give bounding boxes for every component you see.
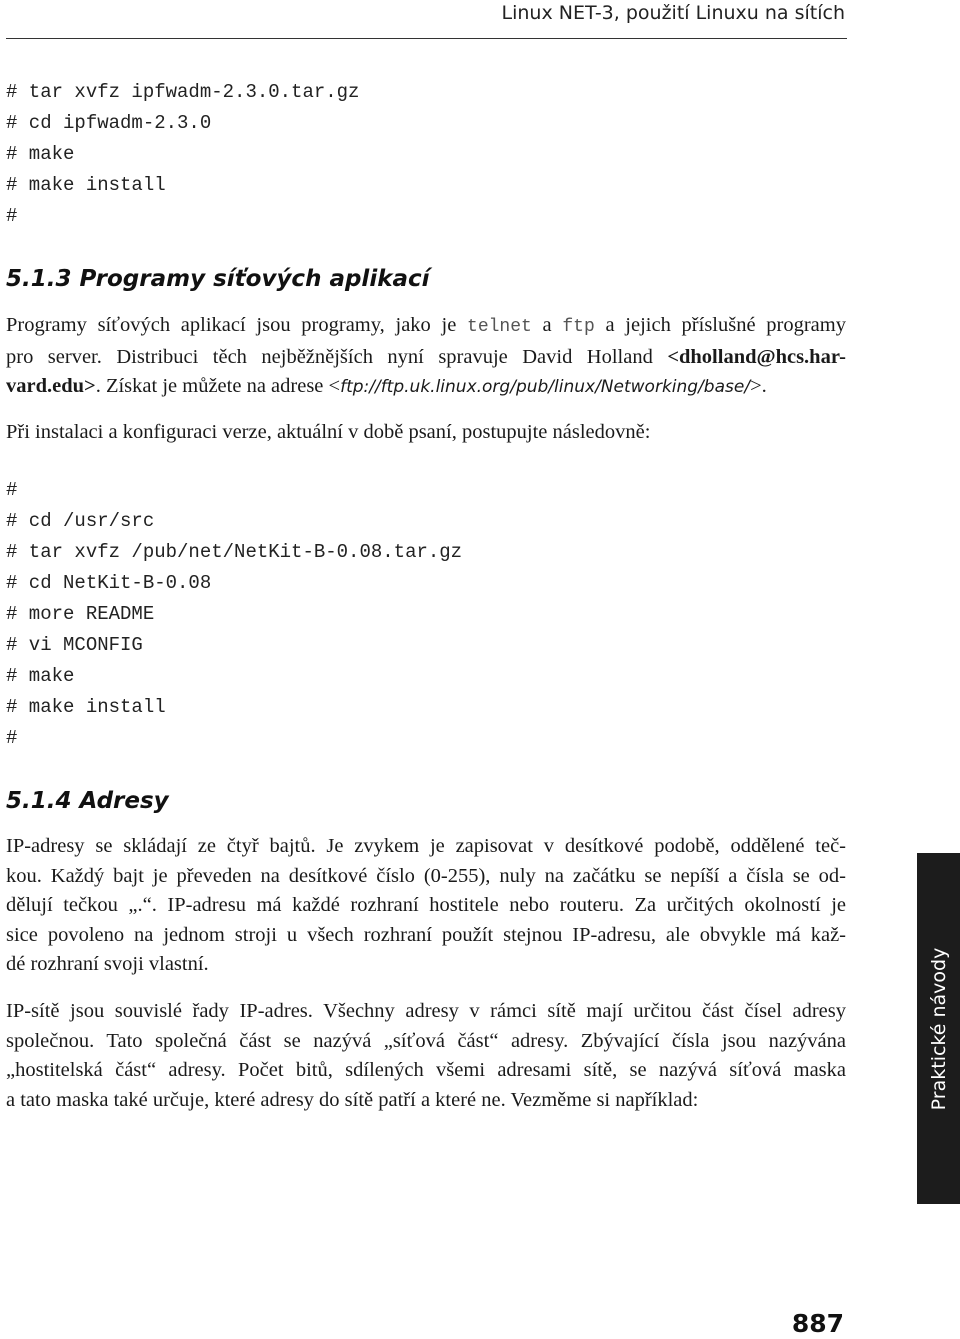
code-line: # make [6, 143, 75, 165]
code-line: # cd /usr/src [6, 510, 155, 532]
email-link[interactable]: <dholland@hcs.har- [667, 345, 846, 368]
section-heading-addresses: 5.1.4 Adresy [6, 788, 169, 814]
running-title: Linux NET-3, použití Linuxu na sítích [501, 2, 845, 24]
code-line: # cd NetKit-B-0.08 [6, 572, 212, 594]
code-line: # vi MCONFIG [6, 634, 143, 656]
code-line: # make install [6, 174, 166, 196]
ftp-url-link[interactable]: ftp://ftp.uk.linux.org/pub/linux/Networking/base/ [340, 377, 751, 397]
text-line: pro server. Distribuci těch nejběžnějších nyní spravuje David Holland <dholland@hcs.har- [6, 345, 846, 368]
code-line: # tar xvfz ipfwadm-2.3.0.tar.gz [6, 81, 360, 103]
command-telnet: telnet [467, 317, 532, 337]
text-line: IP-sítě jsou souvislé řady IP-adres. Všechny adresy v rámci sítě mají určitou část čísel adresy [6, 1000, 846, 1022]
page-number: 887 [791, 1309, 844, 1338]
page-header [6, 0, 847, 39]
code-line: # [6, 479, 18, 501]
chapter-tab-label: Praktické návody [927, 947, 950, 1110]
code-line: # [6, 205, 18, 227]
paragraph-ip-addresses [6, 832, 846, 980]
code-line: # cd ipfwadm-2.3.0 [6, 112, 212, 134]
code-line: # tar xvfz /pub/net/NetKit-B-0.08.tar.gz [6, 541, 463, 563]
code-block-ipfwadm [6, 77, 359, 232]
paragraph-install-intro: Při instalaci a konfiguraci verze, aktuální v době psaní, postupujte následovně: [6, 421, 651, 443]
text-line: dělují tečkou „.“. IP-adresu má každé rozhraní hostitele nebo routeru. Za určitých okolností je [6, 894, 846, 916]
text-line: a tato maska také určuje, které adresy do sítě patří a které ne. Vezměme si například: [6, 1088, 699, 1111]
email-link-continued[interactable]: vard.edu> [6, 375, 96, 397]
text-line: společnou. Tato společná část se nazývá „síťová část“ adresy. Zbývající čísla jsou nazývána [6, 1029, 846, 1052]
text-line: sice povoleno na jednom stroji u všech rozhraní použít stejnou IP-adresu, ale obvykle má kaž- [6, 923, 846, 946]
chapter-thumb-tab [917, 853, 960, 1204]
text-line: dé rozhraní svoji vlastní. [6, 953, 209, 975]
paragraph-programs [6, 311, 846, 403]
code-line: # make [6, 665, 75, 687]
command-ftp: ftp [562, 317, 595, 337]
code-line: # make install [6, 696, 166, 718]
text-line: kou. Každý bajt je převeden na desítkové číslo (0-255), nuly na začátku se nepíší a čísla se od- [6, 864, 846, 887]
section-heading-programs: 5.1.3 Programy síťových aplikací [6, 266, 430, 292]
paragraph-ip-networks [6, 997, 846, 1115]
code-line: # more README [6, 603, 155, 625]
text-line: vard.edu>. Získat je můžete na adrese <ftp://ftp.uk.linux.org/pub/linux/Networking/base/>. [6, 375, 767, 397]
code-line: # [6, 727, 18, 749]
text-line: Programy síťových aplikací jsou programy, jako je telnet a ftp a jejich příslušné programy [6, 314, 846, 337]
text-line: IP-adresy se skládají ze čtyř bajtů. Je zvykem je zapisovat v desítkové podobě, oddělené teč- [6, 835, 846, 857]
code-block-netkit [6, 475, 462, 754]
text-line: „hostitelská část“ adresy. Počet bitů, sdílených všemi adresami sítě, se nazývá síťová maska [6, 1059, 846, 1081]
